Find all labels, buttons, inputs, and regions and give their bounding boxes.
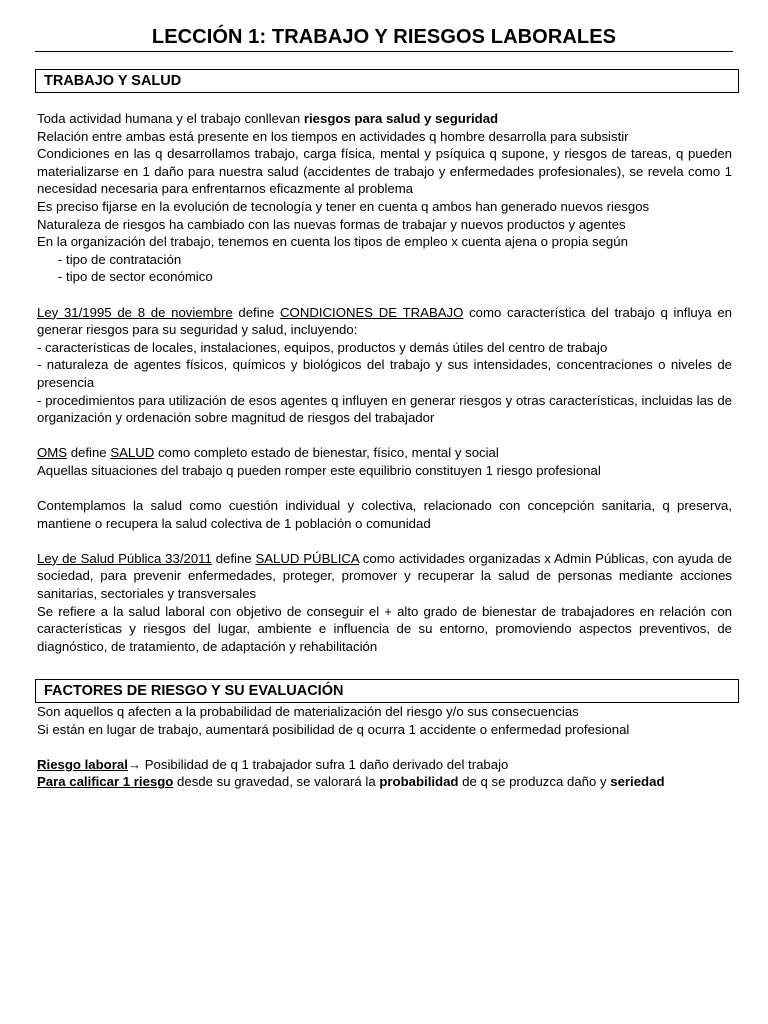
law-reference: Ley de Salud Pública 33/2011 [37, 550, 212, 566]
paragraph: Se refiere a la salud laboral con objetivo de conseguir el + alto grado de bienestar de trabajadores en relación con características y riesgos del lugar, ambiente e influencia de su entorno, promoviendo aspectos preventivos, de diagnóstico, de tratamiento, de adaptación y rehabilitación [37, 603, 732, 654]
text: Toda actividad humana y el trabajo conllevan [37, 111, 304, 126]
text: como completo estado de bienestar, físico, mental y social [154, 445, 499, 461]
section-body-trabajo-salud [37, 110, 732, 655]
paragraph: Relación entre ambas está presente en los tiempos en actividades q hombre desarrolla para subsistir [37, 128, 629, 144]
section-heading-trabajo-salud [35, 69, 739, 93]
bold-text: probabilidad [379, 774, 459, 790]
paragraph: Contemplamos la salud como cuestión individual y colectiva, relacionado con concepción sanitaria, q preserva, mantiene o recupera la salud colectiva de 1 población o comunidad [37, 498, 732, 531]
paragraph: En la organización del trabajo, tenemos en cuenta los tipos de empleo x cuenta ajena o propia según [37, 234, 628, 250]
list-item: - tipo de sector económico [58, 269, 213, 285]
arrow-right-icon: → [127, 756, 142, 772]
paragraph [37, 444, 732, 462]
section-heading-label: TRABAJO Y SALUD [44, 73, 182, 89]
paragraph: Naturaleza de riesgos ha cambiado con las nuevas formas de trabajar y nuevos productos y agentes [37, 216, 626, 232]
text: Posibilidad de q 1 trabajador sufra 1 daño derivado del trabajo [141, 756, 509, 772]
paragraph [37, 550, 732, 603]
text: de q se produzca daño y [458, 774, 611, 790]
page-title: LECCIÓN 1: TRABAJO Y RIESGOS LABORALES [151, 26, 617, 48]
paragraph: Condiciones en las q desarrollamos trabajo, carga física, mental y psíquica q supone, y riesgos de tareas, q pueden materializarse en 1 daño para nuestra salud (accidentes de trabajo y enfermedades profesionales), se revela como 1 necesidad necesaria para enfrentarnos eficazmente al problema [37, 146, 732, 197]
bold-text: riesgos para salud y seguridad [303, 111, 499, 126]
paragraph: Son aquellos q afecten a la probabilidad de materialización del riesgo y/o sus consecuencias [37, 704, 579, 719]
section-heading-label: FACTORES DE RIESGO Y SU EVALUACIÓN [44, 683, 344, 699]
defined-term: Riesgo laboral [37, 756, 128, 772]
text: define [232, 304, 281, 320]
paragraph: Si están en lugar de trabajo, aumentará posibilidad de q ocurra 1 accidente o enfermedad profesional [37, 721, 630, 737]
org-reference: OMS [37, 445, 68, 461]
paragraph [37, 304, 732, 339]
text: define [211, 550, 256, 566]
defined-term: Para calificar 1 riesgo [37, 774, 174, 790]
text: define [67, 445, 111, 461]
bold-text: seriedad [610, 774, 665, 790]
section-body-factores-riesgo [37, 703, 732, 791]
list-item: - tipo de contratación [58, 251, 182, 267]
defined-term: CONDICIONES DE TRABAJO [280, 304, 464, 320]
title-divider [35, 51, 733, 52]
text: como característica del trabajo q influya en generar riesgos para su seguridad y salud, incluyendo: [37, 304, 733, 338]
paragraph [37, 110, 732, 128]
list-item: - naturaleza de agentes físicos, químicos y biológicos del trabajo y sus intensidades, concentraciones o niveles de presencia [37, 357, 732, 390]
section-heading-factores-riesgo [35, 679, 739, 703]
law-reference: Ley 31/1995 de 8 de noviembre [37, 304, 233, 320]
text: desde su gravedad, se valorará la [173, 774, 380, 790]
paragraph [37, 773, 732, 791]
paragraph [37, 756, 732, 774]
paragraph: Aquellas situaciones del trabajo q pueden romper este equilibrio constituyen 1 riesgo profesional [37, 462, 601, 478]
paragraph: Es preciso fijarse en la evolución de tecnología y tener en cuenta q ambos han generado nuevos riesgos [37, 198, 650, 214]
defined-term: SALUD PÚBLICA [255, 550, 359, 566]
list-item: - procedimientos para utilización de esos agentes q influyen en generar riesgos y otras características, incluidas las de organización y ordenación sobre magnitud de riesgos del trabajador [37, 392, 732, 426]
defined-term: SALUD [110, 445, 155, 461]
list-item: - características de locales, instalaciones, equipos, productos y demás útiles del centro de trabajo [37, 339, 608, 355]
text: como actividades organizadas x Admin Públicas, con ayuda de sociedad, para prevenir enfermedades, proteger, promover y recuperar la salud de personas mediante acciones sanitarias, sectoriales y transversales [37, 550, 732, 602]
